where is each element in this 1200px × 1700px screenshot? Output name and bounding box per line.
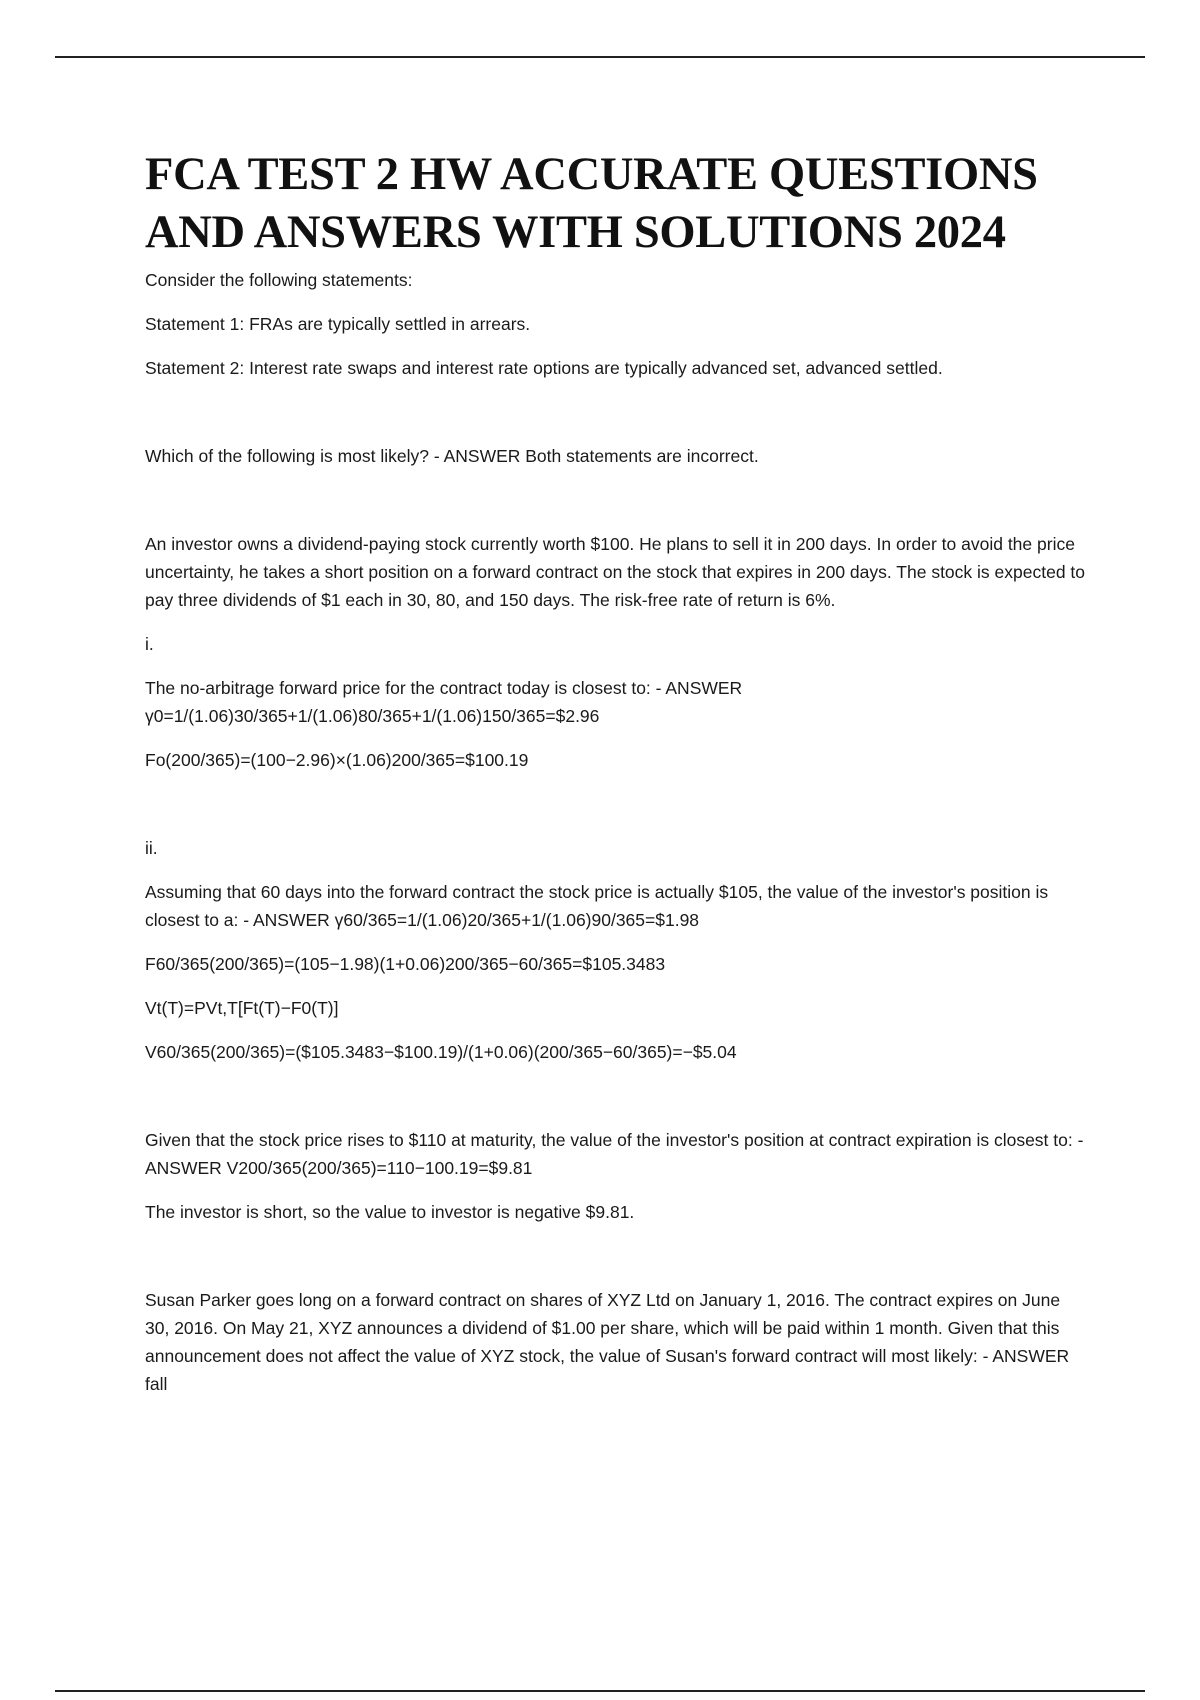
q2-scenario: An investor owns a dividend-paying stock currently worth $100. He plans to sell it in 200 days. In order to avoid the price uncertainty, he takes a short position on a forward contract on the stock that expires in 200 days. The stock is expected to pay three dividends of $1 each in 30, 80, and 150 days. The risk-free rate of return is 6%. <box>145 534 1086 610</box>
q2-part-ii-calc-1: F60/365(200/365)=(105−1.98)(1+0.06)200/365−60/365=$105.3483 <box>145 954 666 974</box>
footer-rule <box>55 1690 1145 1692</box>
q2-part-ii-calc-2: Vt(T)=PVt,T[Ft(T)−F0(T)] <box>145 998 339 1018</box>
q2-part-iii-note: The investor is short, so the value to investor is negative $9.81. <box>145 1202 635 1222</box>
q1-statement-2: Statement 2: Interest rate swaps and interest rate options are typically advanced set, advanced settled. <box>145 358 943 378</box>
q2-part-i-calc-2: Fo(200/365)=(100−2.96)×(1.06)200/365=$100.19 <box>145 750 529 770</box>
header-rule <box>55 56 1145 58</box>
q2-part-i-block <box>145 674 1085 730</box>
q2-part-ii-question: Assuming that 60 days into the forward contract the stock price is actually $105, the value of the investor's position is closest to a: - ANSWER γ60/365=1/(1.06)20/365+1/(1.06)90/365=$1.98 <box>145 882 1049 930</box>
q2-part-i-label: i. <box>145 634 154 654</box>
document-title <box>145 146 1085 262</box>
q2-part-ii-label: ii. <box>145 838 158 858</box>
q1-statement-1: Statement 1: FRAs are typically settled in arrears. <box>145 314 531 334</box>
q1-question-answer: Which of the following is most likely? - ANSWER Both statements are incorrect. <box>145 446 759 466</box>
q2-part-i-question: The no-arbitrage forward price for the contract today is closest to: - ANSWER <box>145 678 743 698</box>
q3-text: Susan Parker goes long on a forward contract on shares of XYZ Ltd on January 1, 2016. The contract expires on June 30, 2016. On May 21, XYZ announces a dividend of $1.00 per share, which will be paid within 1 month. Given that this announcement does not affect the value of XYZ stock, the value of Susan's forward contract will most likely: - ANSWER fall <box>145 1290 1070 1394</box>
title-line-2: AND ANSWERS WITH SOLUTIONS 2024 <box>145 207 1006 258</box>
document-body <box>145 146 1085 1398</box>
q2-part-i-calc-1: γ0=1/(1.06)30/365+1/(1.06)80/365+1/(1.06)150/365=$2.96 <box>145 706 600 726</box>
q2-part-iii-question: Given that the stock price rises to $110 at maturity, the value of the investor's position at contract expiration is closest to: - ANSWER V200/365(200/365)=110−100.19=$9.81 <box>145 1130 1084 1178</box>
q2-part-ii-calc-3: V60/365(200/365)=($105.3483−$100.19)/(1+0.06)(200/365−60/365)=−$5.04 <box>145 1042 737 1062</box>
title-line-1: FCA TEST 2 HW ACCURATE QUESTIONS <box>145 149 1038 200</box>
q1-intro: Consider the following statements: <box>145 270 413 290</box>
